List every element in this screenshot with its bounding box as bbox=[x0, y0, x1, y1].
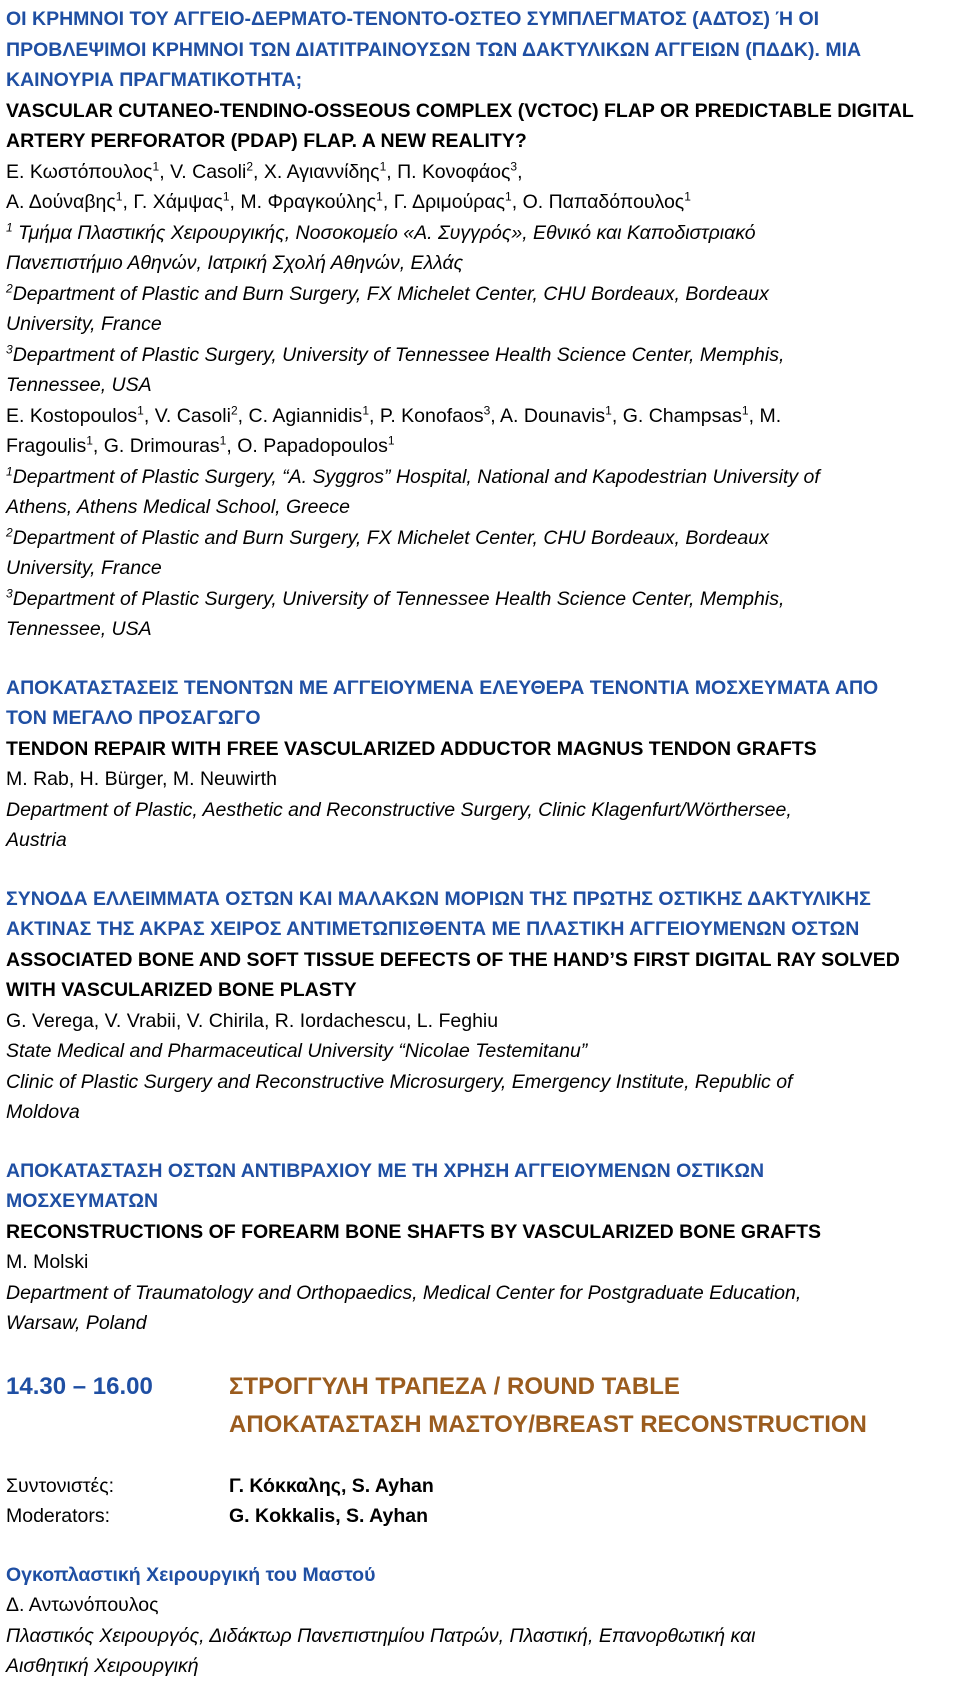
moderators-english bbox=[6, 1501, 954, 1532]
affiliation-line: Austria bbox=[6, 829, 67, 851]
affiliation-line: Πανεπιστήμιο Αθηνών, Ιατρική Σχολή Αθηνών, Ελλάς bbox=[6, 252, 464, 274]
title-greek-line: ΑΚΤΙΝΑΣ ΤΗΣ ΑΚΡΑΣ ΧΕΙΡΟΣ ΑΝΤΙΜΕΤΩΠΙΣΘΕΝΤΑ ΜΕ ΠΛΑΣΤΙΚΗ ΑΓΓΕΙΟΥΜΕΝΩΝ ΟΣΤΩΝ bbox=[6, 918, 860, 940]
title-greek-line: ΑΠΟΚΑΤΑΣΤΑΣΕΙΣ ΤΕΝΟΝΤΩΝ ΜΕ ΑΓΓΕΙΟΥΜΕΝΑ ΕΛΕΥΘΕΡΑ ΤΕΝΟΝΤΙΑ ΜΟΣΧΕΥΜΑΤΑ ΑΠΟ bbox=[6, 676, 879, 699]
authors-greek-line bbox=[6, 157, 954, 188]
affiliation-line: Tennessee, USA bbox=[6, 374, 152, 396]
moderators-greek bbox=[6, 1471, 954, 1502]
abstract-tendon-repair bbox=[6, 673, 954, 856]
affiliation-line: $^1$ Τμήμα Πλαστικής Χειρουργικής, Νοσοκομείο «Α. Συγγρός», Εθνικό και Καποδιστριακό bbox=[6, 220, 756, 244]
author: P. Konofaos$^3$, bbox=[379, 403, 501, 427]
title-greek-line: ΠΡΟΒΛΕΨΙΜΟΙ ΚΡΗΜΝΟΙ ΤΩΝ ΔΙΑΤΙΤΡΑΙΝΟΥΣΩΝ ΤΩΝ ΔΑΚΤΥΛΙΚΩΝ ΑΓΓΕΙΩΝ (ΠΔΔΚ). ΜΙΑ bbox=[6, 38, 862, 61]
authors-line: M. Molski bbox=[6, 1251, 89, 1273]
affiliation-line: State Medical and Pharmaceutical University “Nicolae Testemitanu” bbox=[6, 1040, 588, 1062]
authors-line: M. Rab, H. Bürger, M. Neuwirth bbox=[6, 768, 277, 790]
author: Γ. Δριμούρας$^1$, bbox=[393, 189, 523, 213]
author: G. Champsas$^1$, M. bbox=[622, 403, 782, 427]
session-subtitle: ΑΠΟΚΑΤΑΣΤΑΣΗ ΜΑΣΤΟΥ/BREAST RECONSTRUCTION bbox=[229, 1410, 867, 1438]
title-greek-line: ΟΙ ΚΡΗΜΝΟΙ ΤΟΥ ΑΓΓΕΙΟ-ΔΕΡΜΑΤΟ-ΤΕΝΟΝΤΟ-ΟΣΤΕΟ ΣΥΜΠΛΕΓΜΑΤΟΣ (ΑΔΤΟΣ) Ή ΟΙ bbox=[6, 8, 820, 30]
authors-line: G. Verega, V. Vrabii, V. Chirila, R. Iordachescu, L. Feghiu bbox=[6, 1009, 499, 1032]
talk-oncoplastic-surgery bbox=[6, 1560, 954, 1682]
author: Fragoulis$^1$, bbox=[6, 433, 104, 457]
affiliation-line: University, France bbox=[6, 313, 162, 335]
moderators-names: G. Kokkalis, S. Ayhan bbox=[229, 1505, 429, 1527]
author: Α. Δούναβης$^1$, bbox=[6, 189, 134, 213]
author: E. Kostopoulos$^1$, bbox=[6, 403, 155, 427]
affiliation-line: $^2$Department of Plastic and Burn Surgery, FX Michelet Center, CHU Bordeaux, Bordeaux bbox=[6, 525, 769, 549]
affiliation-line: Department of Traumatology and Orthopaedics, Medical Center for Postgraduate Education, bbox=[6, 1281, 802, 1304]
author: Γ. Χάμψας$^1$, bbox=[133, 189, 241, 213]
spacer bbox=[6, 1128, 954, 1156]
affiliation-line: $^3$Department of Plastic Surgery, University of Tennessee Health Science Center, Memphis, bbox=[6, 586, 785, 610]
abstract-forearm-bone bbox=[6, 1156, 954, 1339]
title-greek-line: ΜΟΣΧΕΥΜΑΤΩΝ bbox=[6, 1190, 159, 1212]
affiliation-line: $^1$Department of Plastic Surgery, “A. Syggros” Hospital, National and Kapodestrian University of bbox=[6, 464, 820, 488]
spacer bbox=[6, 1532, 954, 1560]
spacer bbox=[6, 645, 954, 673]
author: O. Papadopoulos$^1$ bbox=[237, 433, 395, 457]
affiliation-line: Moldova bbox=[6, 1101, 80, 1123]
title-english-line: WITH VASCULARIZED BONE PLASTY bbox=[6, 979, 357, 1001]
round-table-session bbox=[6, 1369, 954, 1532]
affiliation-line: Πλαστικός Χειρουργός, Διδάκτωρ Πανεπιστημίου Πατρών, Πλαστική, Επανορθωτική και bbox=[6, 1624, 756, 1647]
author: A. Dounavis$^1$, bbox=[500, 403, 623, 427]
title-english-line: TENDON REPAIR WITH FREE VASCULARIZED ADDUCTOR MAGNUS TENDON GRAFTS bbox=[6, 737, 817, 760]
authors-greek-line bbox=[6, 187, 954, 218]
affiliation-line: Αισθητική Χειρουργική bbox=[6, 1655, 199, 1677]
authors-english-line bbox=[6, 401, 954, 432]
title-english-line: ASSOCIATED BONE AND SOFT TISSUE DEFECTS OF THE HAND’S FIRST DIGITAL RAY SOLVED bbox=[6, 948, 900, 971]
author: C. Agiannidis$^1$, bbox=[248, 403, 380, 427]
moderators-label: Moderators: bbox=[6, 1505, 111, 1527]
author: G. Drimouras$^1$, bbox=[103, 433, 238, 457]
affiliation-line: Warsaw, Poland bbox=[6, 1312, 147, 1334]
affiliation-line: Tennessee, USA bbox=[6, 618, 152, 640]
author: Ο. Παπαδόπουλος$^1$ bbox=[522, 189, 691, 213]
affiliation-line: University, France bbox=[6, 557, 162, 579]
title-greek-line: ΣΥΝΟΔΑ ΕΛΛΕΙΜΜΑΤΑ ΟΣΤΩΝ ΚΑΙ ΜΑΛΑΚΩΝ ΜΟΡΙΩΝ ΤΗΣ ΠΡΩΤΗΣ ΟΣΤΙΚΗΣ ΔΑΚΤΥΛΙΚΗΣ bbox=[6, 887, 871, 910]
title-greek-line: ΤΟΝ ΜΕΓΑΛΟ ΠΡΟΣΑΓΩΓΟ bbox=[6, 707, 261, 729]
author: Μ. Φραγκούλης$^1$, bbox=[240, 189, 394, 213]
title-greek-line: ΑΠΟΚΑΤΑΣΤΑΣΗ ΟΣΤΩΝ ΑΝΤΙΒΡΑΧΙΟΥ ΜΕ ΤΗ ΧΡΗΣΗ ΑΓΓΕΙΟΥΜΕΝΩΝ ΟΣΤΙΚΩΝ bbox=[6, 1159, 765, 1182]
affiliation-line: Athens, Athens Medical School, Greece bbox=[6, 496, 350, 518]
abstract-bone-soft-tissue bbox=[6, 884, 954, 1128]
affiliation-line: Department of Plastic, Aesthetic and Reconstructive Surgery, Clinic Klagenfurt/Wörthersee, bbox=[6, 798, 792, 821]
moderators-label: Συντονιστές: bbox=[6, 1474, 115, 1497]
affiliation-line: Clinic of Plastic Surgery and Reconstructive Microsurgery, Emergency Institute, Republic of bbox=[6, 1070, 793, 1093]
author: V. Casoli$^2$, bbox=[170, 159, 264, 183]
talk-title: Ογκοπλαστική Χειρουργική του Μαστού bbox=[6, 1563, 376, 1586]
authors-english-line bbox=[6, 431, 954, 462]
abstract-vctoc-flap bbox=[6, 4, 954, 645]
talk-author: Δ. Αντωνόπουλος bbox=[6, 1594, 159, 1616]
author: Ε. Κωστόπουλος$^1$, bbox=[6, 159, 171, 183]
moderators-names: Γ. Κόκκαλης, S. Ayhan bbox=[229, 1474, 434, 1497]
time-spacer bbox=[6, 1407, 229, 1443]
session-header bbox=[6, 1407, 954, 1443]
affiliation-line: $^2$Department of Plastic and Burn Surgery, FX Michelet Center, CHU Bordeaux, Bordeaux bbox=[6, 281, 769, 305]
title-english-line: ARTERY PERFORATOR (PDAP) FLAP. A NEW REALITY? bbox=[6, 130, 527, 152]
title-english-line: RECONSTRUCTIONS OF FOREARM BONE SHAFTS BY VASCULARIZED BONE GRAFTS bbox=[6, 1220, 822, 1243]
title-english-line: VASCULAR CUTANEO-TENDINO-OSSEOUS COMPLEX (VCTOC) FLAP OR PREDICTABLE DIGITAL bbox=[6, 99, 914, 122]
author: Π. Κονοφάος$^3$, bbox=[397, 159, 523, 183]
author: Χ. Αγιαννίδης$^1$, bbox=[263, 159, 398, 183]
author: V. Casoli$^2$, bbox=[154, 403, 249, 427]
session-time: 14.30 – 16.00 bbox=[6, 1372, 153, 1400]
spacer bbox=[6, 856, 954, 884]
session-title: ΣΤΡΟΓΓΥΛΗ ΤΡΑΠΕΖΑ / ROUND TABLE bbox=[229, 1372, 680, 1400]
spacer bbox=[6, 1443, 954, 1471]
session-header bbox=[6, 1369, 954, 1405]
affiliation-line: $^3$Department of Plastic Surgery, University of Tennessee Health Science Center, Memphis, bbox=[6, 342, 785, 366]
title-greek-line: ΚΑΙΝΟΥΡΙΑ ΠΡΑΓΜΑΤΙΚΟΤΗΤΑ; bbox=[6, 69, 303, 91]
spacer bbox=[6, 1339, 954, 1367]
